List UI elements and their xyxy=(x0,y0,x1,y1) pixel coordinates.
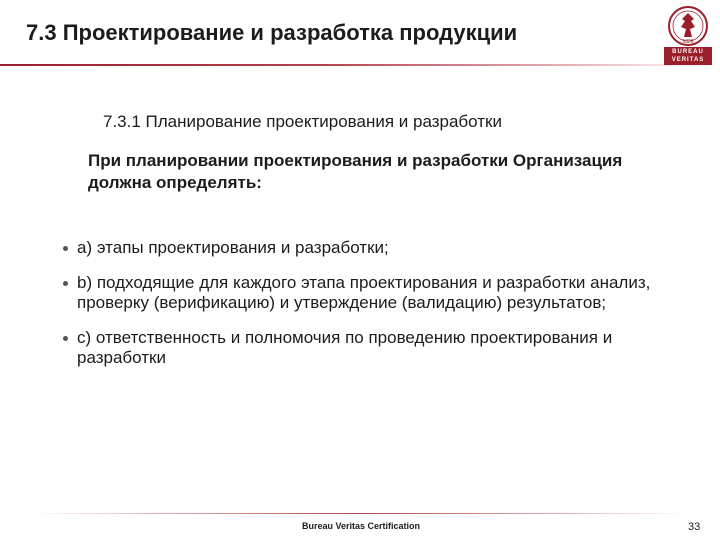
page-number: 33 xyxy=(688,521,701,533)
list-item-text: a) этапы проектирования и разработки; xyxy=(77,238,389,257)
list-item-text: b) подходящие для каждого этапа проектирования и разработки анализ, проверку (верификацию) и утверждение (валидацию) результатов; xyxy=(77,273,651,312)
bullet-icon xyxy=(63,246,68,251)
logo-wordmark xyxy=(664,47,712,65)
logo-year: 1828 xyxy=(682,39,694,45)
slide-title: 7.3 Проектирование и разработка продукции xyxy=(26,20,518,45)
logo-line2: VERITAS xyxy=(671,57,705,63)
title-divider xyxy=(0,64,720,66)
requirements-list xyxy=(60,238,660,383)
footer-brand: Bureau Veritas Certification xyxy=(302,521,421,531)
logo-line1: BUREAU xyxy=(672,49,704,55)
list-item xyxy=(60,273,660,313)
bullet-icon xyxy=(63,281,68,286)
section-subtitle: 7.3.1 Планирование проектирования и разработки xyxy=(103,112,502,131)
intro-paragraph: При планировании проектирования и разработки Организация должна определять: xyxy=(88,151,623,192)
footer-divider xyxy=(30,513,690,514)
list-item-text: c) ответственность и полномочия по проведению проектирования и разработки xyxy=(77,328,613,367)
bullet-icon xyxy=(63,336,68,341)
list-item xyxy=(60,328,660,368)
list-item xyxy=(60,238,660,258)
